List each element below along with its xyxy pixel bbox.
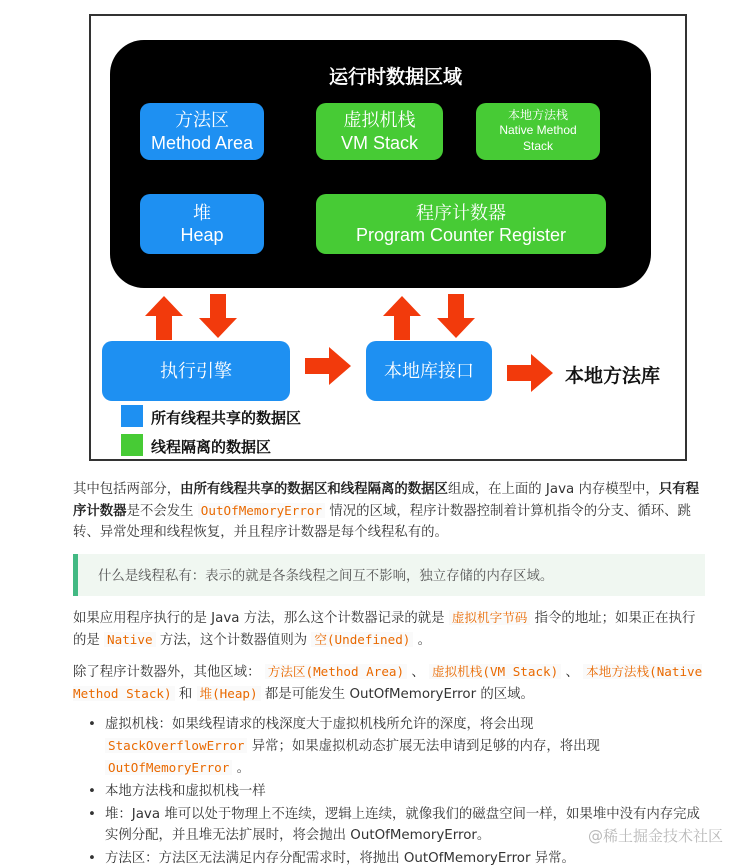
runtime-data-area xyxy=(110,40,651,288)
method-area-label-en: Method Area xyxy=(150,132,254,153)
heap-label-cn: 堆 xyxy=(193,202,211,223)
list-item: • 堆：Java 堆可以处于物理上不连续，逻辑上连续，就像我们的磁盘空间一样，如果堆中没有内存完成实例分配，并且堆无法扩展时，将会抛出 OutOfMemoryError。 xyxy=(73,804,713,846)
down-arrow-icon xyxy=(199,294,237,338)
inline-code: 方法区(Method Area) xyxy=(265,664,407,679)
native-interface-label: 本地库接口 xyxy=(384,360,474,381)
inline-code: OutOfMemoryError xyxy=(198,503,325,518)
execution-engine-label: 执行引擎 xyxy=(160,360,232,381)
method-area-label-cn: 方法区 xyxy=(175,110,229,130)
inline-code: 虚拟机栈(VM Stack) xyxy=(429,664,561,679)
legend-shared-swatch xyxy=(121,405,143,427)
text: 其中包括两部分， xyxy=(73,482,181,497)
pc-register-label-cn: 程序计数器 xyxy=(416,202,506,223)
native-interface-box xyxy=(366,341,492,401)
inline-code: Native xyxy=(104,632,156,647)
native-stack-label-en-2: Stack xyxy=(522,139,553,153)
list-item: • 本地方法栈和虚拟机栈一样 xyxy=(73,781,713,802)
native-stack-label-cn: 本地方法栈 xyxy=(507,108,568,123)
jvm-memory-diagram xyxy=(89,14,687,461)
text: 除了程序计数器外，其他区域： xyxy=(73,665,261,680)
inline-code: 本地方法栈(Native Method Stack) xyxy=(73,664,703,701)
text: 指令的地址；如果正在执行的是 xyxy=(73,611,696,648)
legend-shared-label: 所有线程共享的数据区 xyxy=(151,409,302,427)
text: 都是可能发生 OutOfMemoryError 的区域。 xyxy=(264,687,534,702)
execution-engine-box xyxy=(102,341,290,401)
text: 异常；如果虚拟机动态扩展无法申请到足够的内存，将出现 xyxy=(251,739,600,754)
right-arrow-icon xyxy=(507,354,553,392)
watermark: @稀土掘金技术社区 xyxy=(588,827,724,845)
inline-code: 空(Undefined) xyxy=(311,632,413,647)
text: 组成，在上面的 Java 内存模型中， xyxy=(447,482,659,497)
legend-isolated-label: 线程隔离的数据区 xyxy=(151,438,272,456)
text: 方法，这个计数器值则为 xyxy=(159,633,308,648)
text: 是不会发生 xyxy=(126,504,194,519)
up-arrow-icon xyxy=(383,296,421,340)
text: 。 xyxy=(236,761,250,776)
method-area-box xyxy=(140,103,264,160)
bold-text: 由所有线程共享的数据区和线程隔离的数据区 xyxy=(180,482,448,497)
text: 和 xyxy=(178,687,193,702)
vm-stack-label-en: VM Stack xyxy=(340,132,419,153)
oom-areas-paragraph xyxy=(73,661,705,705)
inline-code: OutOfMemoryError xyxy=(105,760,232,775)
tip-blockquote xyxy=(73,554,705,596)
native-method-library-label: 本地方法库 xyxy=(565,365,661,387)
program-counter-register-box xyxy=(316,194,606,254)
text: 。 xyxy=(417,633,432,648)
counter-paragraph xyxy=(73,607,705,651)
text: 、 xyxy=(565,665,579,680)
native-stack-label-en-1: Native Method xyxy=(499,123,577,138)
runtime-data-area-title: 运行时数据区域 xyxy=(328,66,462,88)
list-item xyxy=(73,714,713,779)
bold-text: 只有程序计数器 xyxy=(73,482,699,519)
vm-stack-label-cn: 虚拟机栈 xyxy=(343,110,416,130)
intro-paragraph xyxy=(73,479,705,543)
heap-box xyxy=(140,194,264,254)
heap-label-en: Heap xyxy=(180,225,224,245)
text: 、 xyxy=(411,665,425,680)
pc-register-label-en: Program Counter Register xyxy=(355,225,567,245)
inline-code: StackOverflowError xyxy=(105,738,247,753)
vm-stack-box xyxy=(316,103,443,160)
up-arrow-icon xyxy=(145,296,183,340)
text: 虚拟机栈：如果线程请求的栈深度大于虚拟机栈所允许的深度，将会出现 xyxy=(105,717,534,732)
text: 如果应用程序执行的是 Java 方法，那么这个计数器记录的就是 xyxy=(73,611,445,626)
text: 情况的区域，程序计数器控制着计算机指令的分支、循环、跳转、异常处理和线程恢复，并且程序计数器是每个线程私有的。 xyxy=(73,504,691,540)
inline-code: 虚拟机字节码 xyxy=(449,610,531,625)
down-arrow-icon xyxy=(437,294,475,338)
right-arrow-icon xyxy=(305,347,351,385)
quote-text: 什么是线程私有：表示的就是各条线程之间互不影响，独立存储的内存区域。 xyxy=(98,569,554,584)
legend-isolated-swatch xyxy=(121,434,143,456)
native-method-stack-box xyxy=(476,103,600,160)
list-item: • 方法区：方法区无法满足内存分配需求时，将抛出 OutOfMemoryError 异常。 xyxy=(73,848,713,867)
inline-code: 堆(Heap) xyxy=(197,686,261,701)
